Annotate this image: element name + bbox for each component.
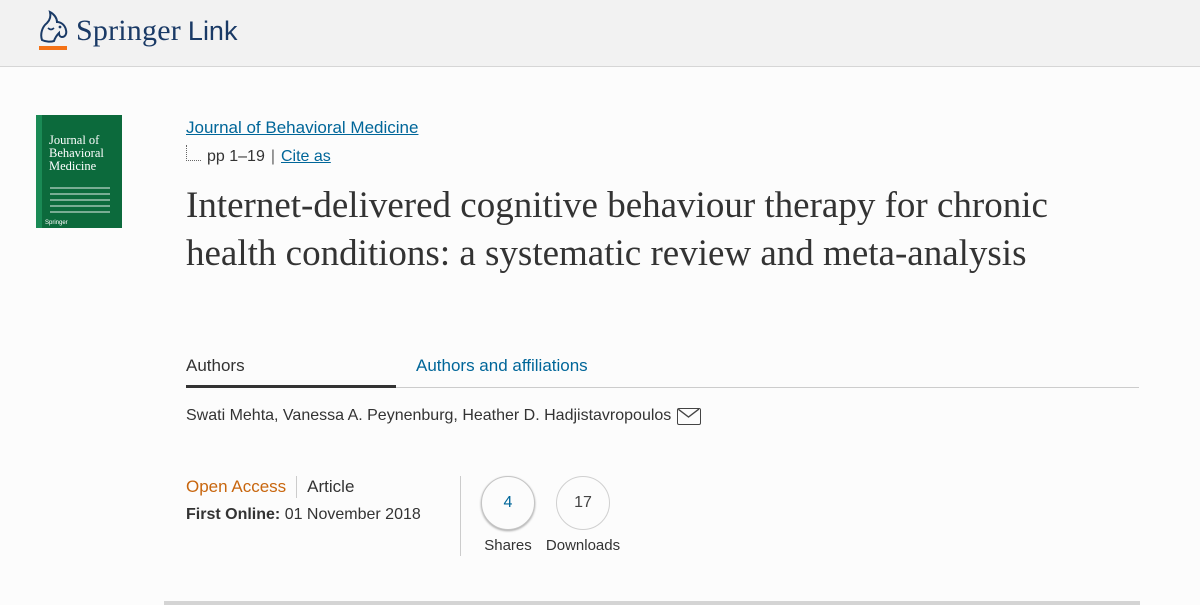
- section-divider: [164, 601, 1140, 605]
- meta-divider: [296, 476, 297, 498]
- article-type: Article: [307, 477, 355, 496]
- downloads-label: Downloads: [545, 537, 621, 554]
- first-online-row: [186, 506, 460, 524]
- springer-horse-icon: [36, 10, 70, 52]
- downloads-count: 17: [556, 476, 610, 530]
- brand-link: Link: [187, 15, 238, 46]
- cover-journal-title: Journal of Behavioral Medicine: [49, 133, 104, 173]
- separator: |: [270, 148, 275, 165]
- authors-list: [186, 407, 701, 425]
- cite-as-link[interactable]: Cite as: [281, 148, 331, 165]
- access-type-row: [186, 476, 460, 498]
- article-title: Internet-delivered cognitive behaviour therapy for chronic health conditions: a systematic review and meta-analysis: [186, 185, 1048, 274]
- tab-authors[interactable]: Authors: [186, 356, 396, 388]
- page-range: pp 1–19: [207, 148, 265, 165]
- journal-cover-image[interactable]: [36, 115, 122, 228]
- cover-stripe: [36, 115, 42, 228]
- author-tabs: [186, 356, 1139, 388]
- site-header: [0, 0, 1200, 67]
- article-meta: [186, 476, 461, 556]
- open-access-label: Open Access: [186, 477, 287, 496]
- springer-link-logo[interactable]: [36, 10, 237, 52]
- first-online-date: 01 November 2018: [284, 506, 421, 523]
- shares-metric[interactable]: [468, 476, 548, 554]
- tree-connector-icon: [186, 145, 201, 161]
- cover-decoration: [50, 187, 110, 217]
- journal-link[interactable]: Journal of Behavioral Medicine: [186, 118, 419, 137]
- brand-springer: Springer: [76, 14, 181, 47]
- downloads-metric: [543, 476, 623, 554]
- shares-count[interactable]: 4: [481, 476, 535, 530]
- pages-row: [186, 146, 331, 168]
- envelope-icon[interactable]: [677, 408, 701, 425]
- tab-authors-and-affiliations[interactable]: Authors and affiliations: [416, 356, 588, 375]
- cover-publisher: Springer: [45, 220, 68, 226]
- shares-label: Shares: [484, 537, 532, 554]
- first-online-label: First Online:: [186, 506, 281, 523]
- authors-names[interactable]: Swati Mehta, Vanessa A. Peynenburg, Heather D. Hadjistavropoulos: [186, 407, 672, 424]
